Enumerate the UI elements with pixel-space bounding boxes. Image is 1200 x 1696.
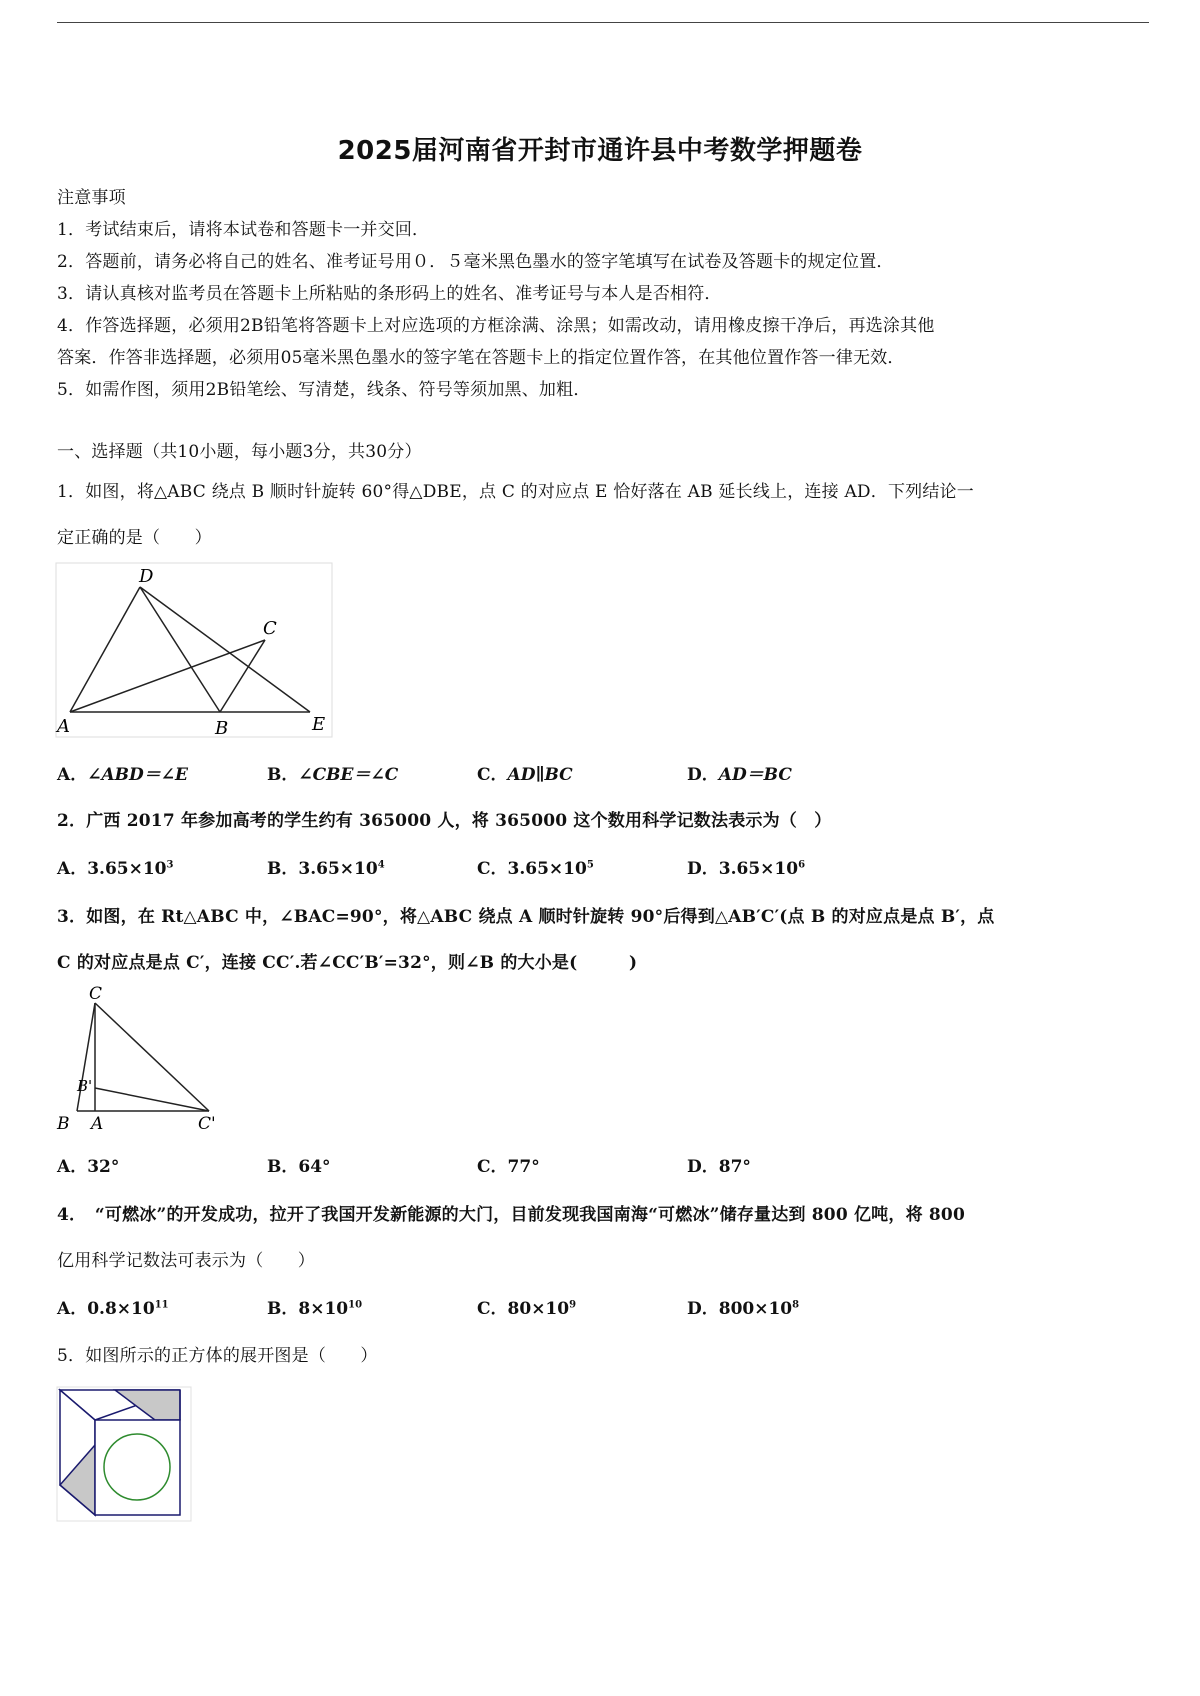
section-heading: 一、选择题（共10小题，每小题3分，共30分） xyxy=(57,442,422,462)
label-c: C xyxy=(263,618,277,639)
question-2-text: 2．广西 2017 年参加高考的学生约有 365000 人，将 365000 这个数用科学记数法表示为（ ） xyxy=(57,811,832,831)
q1-option-c[interactable]: C．AD∥BC xyxy=(477,765,573,785)
notice-item: 3．请认真核对监考员在答题卡上所粘贴的条形码上的姓名、准考证号与本人是否相符． xyxy=(57,284,722,304)
q3-option-a[interactable]: A．32° xyxy=(57,1157,120,1177)
q2-option-b[interactable]: B．$3.65\times 10^4$ xyxy=(267,859,385,879)
question-3-text: 3．如图，在 Rt△ABC 中，∠BAC=90°，将△ABC 绕点 A 顺时针旋转 90°后得到△AB′C′(点 B 的对应点是点 B′，点 xyxy=(57,907,995,927)
question-4-text-cont: 亿用科学记数法可表示为（ ） xyxy=(57,1251,315,1271)
page-title: 2025届河南省开封市通许县中考数学押题卷 xyxy=(337,136,863,166)
label-b: B xyxy=(57,1114,70,1134)
q4-option-c[interactable]: C．$80\times 10^9$ xyxy=(477,1299,577,1319)
label-d: D xyxy=(139,566,154,587)
top-rule xyxy=(57,22,1149,23)
notice-item: 5．如需作图，须用2B铅笔绘、写清楚，线条、符号等须加黑、加粗． xyxy=(57,380,591,400)
label-a: A xyxy=(91,1114,104,1134)
q3-option-d[interactable]: D．87° xyxy=(687,1157,751,1177)
question-3-figure xyxy=(55,985,225,1135)
q2-option-c[interactable]: C．$3.65\times 10^5$ xyxy=(477,859,594,879)
question-5-cube-figure xyxy=(55,1385,195,1525)
question-5-text: 5．如图所示的正方体的展开图是（ ） xyxy=(57,1346,378,1366)
notice-item: 答案．作答非选择题，必须用05毫米黑色墨水的签字笔在答题卡上的指定位置作答，在其他位置作答一律无效． xyxy=(57,348,905,368)
q3-option-b[interactable]: B．64° xyxy=(267,1157,331,1177)
label-c: C xyxy=(89,985,103,1004)
q4-option-b[interactable]: B．$8\times 10^{10}$ xyxy=(267,1299,363,1319)
label-c-prime: C' xyxy=(198,1114,216,1134)
label-b: B xyxy=(215,718,229,739)
question-4-text: 4． “可燃冰”的开发成功，拉开了我国开发新能源的大门，目前发现我国南海“可燃冰”储存量达到 800 亿吨，将 800 xyxy=(57,1205,965,1225)
notice-heading: 注意事项 xyxy=(57,188,126,208)
question-1-text: 1．如图，将△ABC 绕点 B 顺时针旋转 60°得△DBE，点 C 的对应点 E 恰好落在 AB 延长线上，连接 AD．下列结论一 xyxy=(57,482,974,502)
q3-option-c[interactable]: C．77° xyxy=(477,1157,540,1177)
q2-option-a[interactable]: A．$3.65\times 10^3$ xyxy=(57,859,174,879)
q1-option-d[interactable]: D．AD＝BC xyxy=(687,765,792,785)
q1-option-a[interactable]: A．∠ABD＝∠E xyxy=(57,765,188,785)
label-e: E xyxy=(312,714,326,735)
q4-option-a[interactable]: A．$0.8\times 10^{11}$ xyxy=(57,1299,169,1319)
question-1-text-cont: 定正确的是（ ） xyxy=(57,528,212,548)
question-3-text-cont: C 的对应点是点 C′，连接 CC′.若∠CC′B′=32°，则∠B 的大小是( ) xyxy=(57,953,638,973)
q2-option-d[interactable]: D．$3.65\times 10^6$ xyxy=(687,859,806,879)
notice-item: 2．答题前，请务必将自己的姓名、准考证号用０．５毫米黑色墨水的签字笔填写在试卷及答题卡的规定位置． xyxy=(57,252,894,272)
label-b-prime: B' xyxy=(77,1077,93,1095)
q1-option-b[interactable]: B．∠CBE＝∠C xyxy=(267,765,399,785)
question-1-figure xyxy=(55,562,335,740)
label-a: A xyxy=(57,716,70,737)
q4-option-d[interactable]: D．$800\times 10^8$ xyxy=(687,1299,800,1319)
notice-item: 1．考试结束后，请将本试卷和答题卡一并交回． xyxy=(57,220,430,240)
notice-item: 4．作答选择题，必须用2B铅笔将答题卡上对应选项的方框涂满、涂黑；如需改动，请用橡皮擦干净后，再选涂其他 xyxy=(57,316,935,336)
